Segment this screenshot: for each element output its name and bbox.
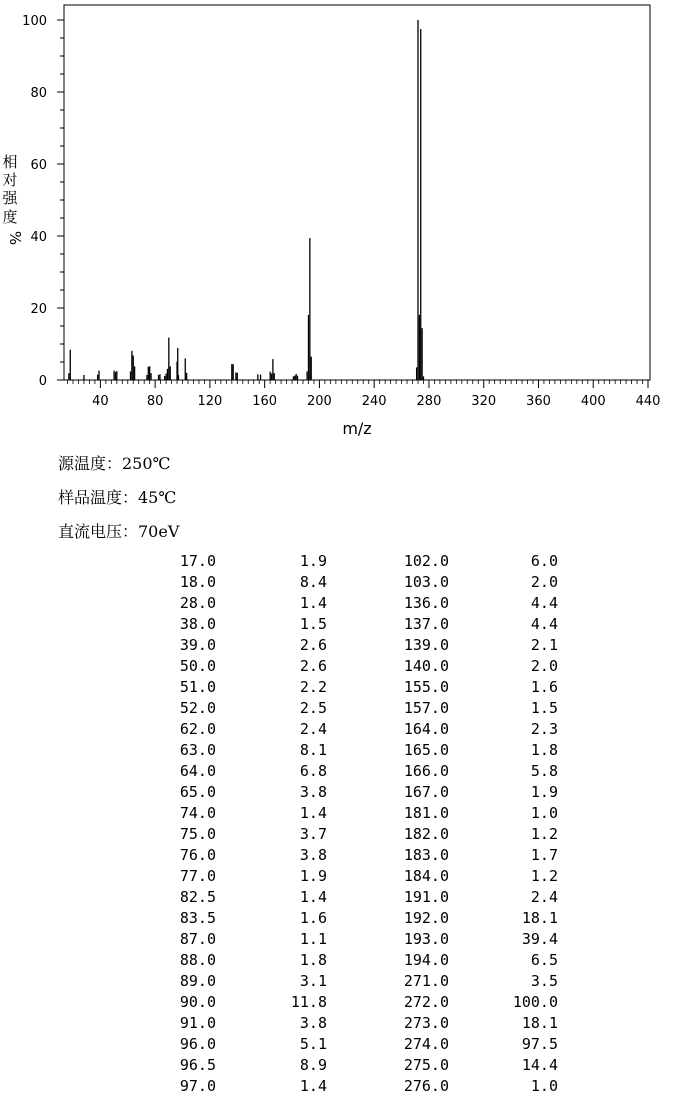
table-cell-mz: 273.0 bbox=[403, 1014, 449, 1032]
table-cell-intensity: 3.5 bbox=[530, 972, 558, 990]
table-cell-intensity: 8.4 bbox=[299, 573, 327, 591]
table-cell-mz: 91.0 bbox=[179, 1014, 216, 1032]
table-col-mz-2 bbox=[387, 551, 449, 1097]
dc-voltage: 直流电压：70eV bbox=[58, 522, 180, 541]
table-cell-intensity: 1.8 bbox=[299, 951, 327, 969]
y-axis-title-char: % bbox=[6, 230, 24, 246]
table-cell-mz: 88.0 bbox=[179, 951, 216, 969]
y-tick-label: 40 bbox=[30, 230, 47, 245]
table-cell-intensity: 3.1 bbox=[299, 972, 327, 990]
x-tick-label: 280 bbox=[416, 394, 442, 409]
table-cell-mz: 96.5 bbox=[179, 1056, 216, 1074]
table-cell-intensity: 8.9 bbox=[299, 1056, 327, 1074]
table-cell-mz: 39.0 bbox=[179, 636, 216, 654]
table-cell-mz: 96.0 bbox=[179, 1035, 216, 1053]
table-cell-mz: 182.0 bbox=[403, 825, 449, 843]
spectrum-bars bbox=[69, 20, 424, 380]
table-cell-mz: 181.0 bbox=[403, 804, 449, 822]
table-cell-intensity: 4.4 bbox=[530, 594, 558, 612]
table-cell-mz: 76.0 bbox=[179, 846, 216, 864]
table-cell-mz: 166.0 bbox=[403, 762, 449, 780]
table-cell-mz: 28.0 bbox=[179, 594, 216, 612]
table-cell-mz: 184.0 bbox=[403, 867, 449, 885]
table-cell-intensity: 2.4 bbox=[299, 720, 327, 738]
x-tick-label: 120 bbox=[197, 394, 223, 409]
table-cell-intensity: 1.9 bbox=[299, 552, 327, 570]
table-cell-intensity: 8.1 bbox=[299, 741, 327, 759]
table-cell-mz: 90.0 bbox=[179, 993, 216, 1011]
table-cell-mz: 164.0 bbox=[403, 720, 449, 738]
table-cell-mz: 77.0 bbox=[179, 867, 216, 885]
table-cell-intensity: 1.4 bbox=[299, 888, 327, 906]
table-cell-intensity: 2.3 bbox=[530, 720, 558, 738]
table-cell-intensity: 1.0 bbox=[530, 804, 558, 822]
y-tick-label: 80 bbox=[30, 86, 47, 101]
table-cell-mz: 82.5 bbox=[179, 888, 216, 906]
table-cell-mz: 52.0 bbox=[179, 699, 216, 717]
y-tick-label: 20 bbox=[30, 302, 47, 317]
x-tick-label: 40 bbox=[92, 394, 109, 409]
table-cell-mz: 65.0 bbox=[179, 783, 216, 801]
table-cell-intensity: 6.5 bbox=[530, 951, 558, 969]
table-cell-mz: 167.0 bbox=[403, 783, 449, 801]
table-cell-mz: 97.0 bbox=[179, 1077, 216, 1095]
table-cell-intensity: 39.4 bbox=[521, 930, 558, 948]
table-cell-mz: 276.0 bbox=[403, 1077, 449, 1095]
table-cell-intensity: 18.1 bbox=[521, 1014, 558, 1032]
table-cell-mz: 83.5 bbox=[179, 909, 216, 927]
table-cell-intensity: 1.6 bbox=[299, 909, 327, 927]
y-axis-title-char: 度 bbox=[2, 208, 18, 226]
table-cell-intensity: 4.4 bbox=[530, 615, 558, 633]
table-cell-intensity: 1.4 bbox=[299, 804, 327, 822]
y-axis-title bbox=[2, 153, 24, 245]
table-col-mz-1 bbox=[160, 551, 216, 1097]
table-cell-mz: 89.0 bbox=[179, 972, 216, 990]
table-cell-intensity: 2.0 bbox=[530, 573, 558, 591]
y-tick-label: 60 bbox=[30, 158, 47, 173]
table-cell-mz: 17.0 bbox=[179, 552, 216, 570]
table-cell-intensity: 6.0 bbox=[530, 552, 558, 570]
table-cell-intensity: 100.0 bbox=[512, 993, 558, 1011]
y-axis-title-char: 强 bbox=[2, 189, 18, 207]
y-tick-label: 100 bbox=[22, 14, 47, 29]
source-temperature: 源温度：250℃ bbox=[58, 454, 171, 473]
table-cell-intensity: 1.6 bbox=[530, 678, 558, 696]
table-cell-intensity: 1.4 bbox=[299, 1077, 327, 1095]
table-cell-mz: 63.0 bbox=[179, 741, 216, 759]
table-cell-mz: 194.0 bbox=[403, 951, 449, 969]
y-axis-title-char: 相 bbox=[2, 153, 18, 171]
table-cell-mz: 272.0 bbox=[403, 993, 449, 1011]
table-cell-mz: 275.0 bbox=[403, 1056, 449, 1074]
table-cell-mz: 50.0 bbox=[179, 657, 216, 675]
table-cell-mz: 192.0 bbox=[403, 909, 449, 927]
table-cell-mz: 191.0 bbox=[403, 888, 449, 906]
table-cell-intensity: 2.6 bbox=[299, 657, 327, 675]
table-cell-intensity: 2.6 bbox=[299, 636, 327, 654]
table-cell-intensity: 2.0 bbox=[530, 657, 558, 675]
x-tick-label: 160 bbox=[252, 394, 278, 409]
table-cell-mz: 87.0 bbox=[179, 930, 216, 948]
table-col-int-1 bbox=[270, 551, 327, 1097]
table-cell-mz: 103.0 bbox=[403, 573, 449, 591]
table-cell-mz: 274.0 bbox=[403, 1035, 449, 1053]
table-cell-mz: 137.0 bbox=[403, 615, 449, 633]
y-tick-label: 0 bbox=[38, 374, 47, 389]
table-cell-intensity: 1.5 bbox=[530, 699, 558, 717]
table-cell-intensity: 2.2 bbox=[299, 678, 327, 696]
table-cell-intensity: 97.5 bbox=[521, 1035, 558, 1053]
table-cell-intensity: 3.8 bbox=[299, 846, 327, 864]
table-cell-intensity: 1.2 bbox=[530, 867, 558, 885]
table-cell-intensity: 5.1 bbox=[299, 1035, 327, 1053]
table-cell-intensity: 1.9 bbox=[299, 867, 327, 885]
x-tick-label: 440 bbox=[635, 394, 661, 409]
table-cell-intensity: 3.8 bbox=[299, 783, 327, 801]
mass-spectrum-chart bbox=[0, 0, 680, 445]
table-cell-mz: 136.0 bbox=[403, 594, 449, 612]
table-cell-intensity: 14.4 bbox=[521, 1056, 558, 1074]
table-cell-intensity: 1.2 bbox=[530, 825, 558, 843]
sample-temperature: 样品温度：45℃ bbox=[58, 488, 177, 507]
x-tick-label: 360 bbox=[526, 394, 551, 409]
table-col-int-2 bbox=[497, 551, 558, 1097]
table-cell-intensity: 2.1 bbox=[530, 636, 558, 654]
x-tick-label: 240 bbox=[361, 394, 387, 409]
table-cell-intensity: 6.8 bbox=[299, 762, 327, 780]
table-cell-intensity: 1.1 bbox=[299, 930, 327, 948]
table-cell-mz: 62.0 bbox=[179, 720, 216, 738]
x-tick-label: 80 bbox=[146, 394, 164, 409]
table-cell-intensity: 1.7 bbox=[530, 846, 558, 864]
table-cell-intensity: 2.4 bbox=[530, 888, 558, 906]
table-cell-mz: 139.0 bbox=[403, 636, 449, 654]
x-axis-title: m/z bbox=[342, 419, 372, 438]
table-cell-intensity: 3.7 bbox=[299, 825, 327, 843]
table-cell-mz: 157.0 bbox=[403, 699, 449, 717]
conditions bbox=[58, 447, 179, 549]
table-cell-intensity: 1.4 bbox=[299, 594, 327, 612]
plot-frame bbox=[64, 5, 650, 380]
x-major-ticks bbox=[92, 380, 660, 409]
table-cell-intensity: 1.5 bbox=[299, 615, 327, 633]
table-cell-intensity: 1.9 bbox=[530, 783, 558, 801]
table-cell-mz: 51.0 bbox=[179, 678, 216, 696]
table-cell-intensity: 3.8 bbox=[299, 1014, 327, 1032]
y-axis-title-char: 对 bbox=[2, 171, 18, 189]
x-tick-label: 320 bbox=[471, 394, 497, 409]
table-cell-mz: 193.0 bbox=[403, 930, 449, 948]
table-cell-mz: 183.0 bbox=[403, 846, 449, 864]
x-minor-ticks bbox=[68, 380, 643, 384]
table-cell-mz: 75.0 bbox=[179, 825, 216, 843]
table-cell-mz: 165.0 bbox=[403, 741, 449, 759]
table-cell-intensity: 1.0 bbox=[530, 1077, 558, 1095]
y-ticks bbox=[22, 14, 64, 389]
x-tick-label: 400 bbox=[580, 394, 606, 409]
table-cell-intensity: 18.1 bbox=[521, 909, 558, 927]
table-cell-mz: 140.0 bbox=[403, 657, 449, 675]
table-cell-intensity: 1.8 bbox=[530, 741, 558, 759]
table-cell-mz: 155.0 bbox=[403, 678, 449, 696]
table-cell-mz: 74.0 bbox=[179, 804, 216, 822]
table-cell-mz: 102.0 bbox=[403, 552, 449, 570]
x-tick-label: 200 bbox=[307, 394, 332, 409]
table-cell-intensity: 5.8 bbox=[530, 762, 558, 780]
table-cell-mz: 38.0 bbox=[179, 615, 216, 633]
table-cell-mz: 64.0 bbox=[179, 762, 216, 780]
table-cell-mz: 271.0 bbox=[403, 972, 449, 990]
table-cell-intensity: 11.8 bbox=[290, 993, 327, 1011]
table-cell-intensity: 2.5 bbox=[299, 699, 327, 717]
table-cell-mz: 18.0 bbox=[179, 573, 216, 591]
